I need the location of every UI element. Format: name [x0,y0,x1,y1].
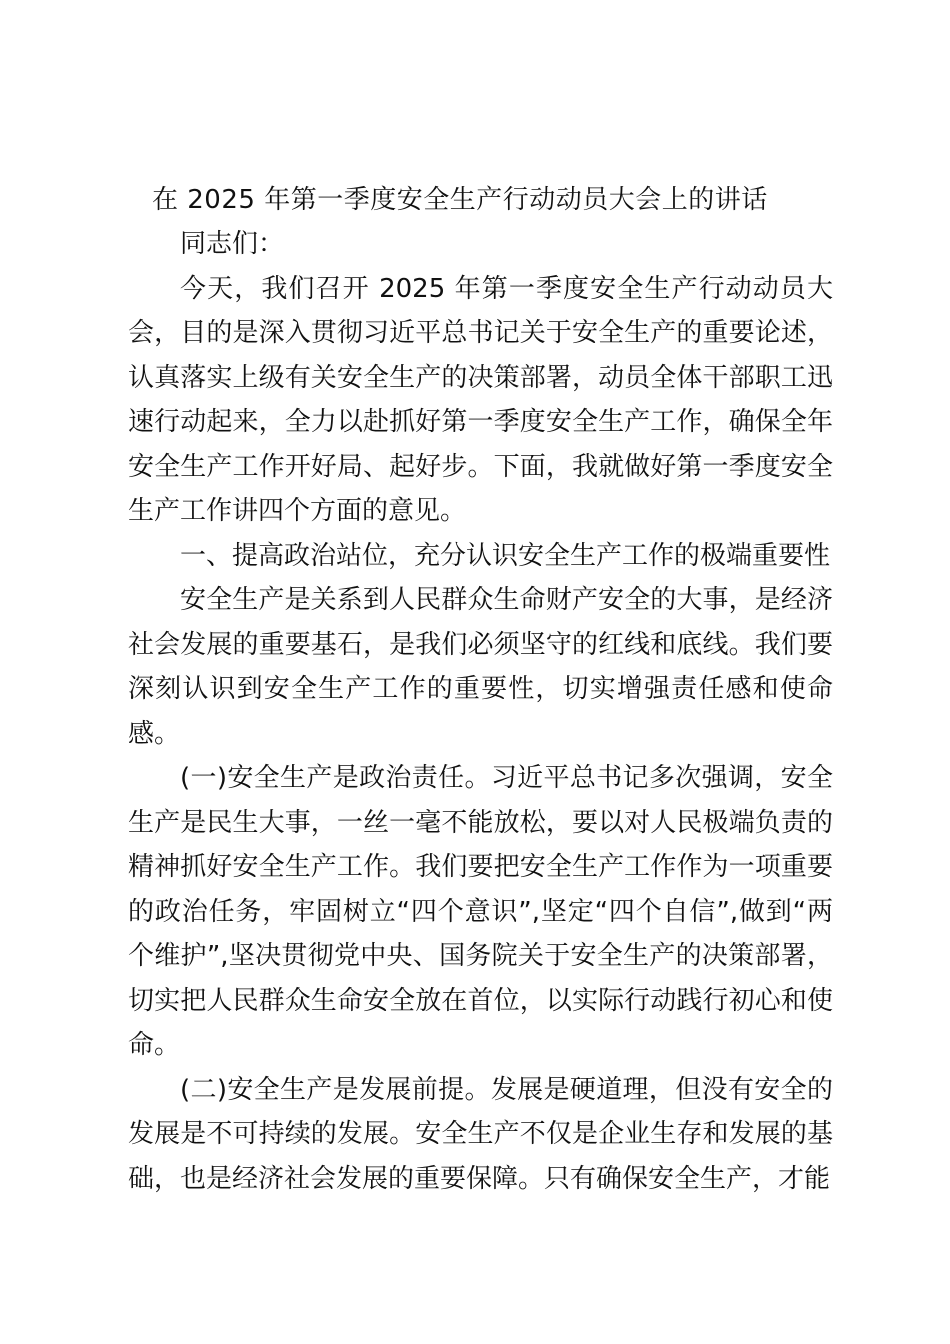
paragraph-section-1: 安全生产是关系到人民群众生命财产安全的大事，是经济社会发展的重要基石，是我们必须坚守的红线和底线。我们要深刻认识到安全生产工作的重要性，切实增强责任感和使命感。 [128,585,833,749]
paragraph-subsection-1: (一)安全生产是政治责任。习近平总书记多次强调，安全生产是民生大事，一丝一毫不能放松，要以对人民极端负责的精神抓好安全生产工作。我们要把安全生产工作作为一项重要的政治任务，牢固树立“四个意识”,坚定“四个自信”,做到“两个维护”,坚决贯彻党中央、国务院关于安全生产的决策部署，切实把人民群众生命安全放在首位，以实际行动践行初心和使命。 [128,763,833,1060]
salutation: 同志们： [180,229,285,259]
section-heading-1: 一、提高政治站位，充分认识安全生产工作的极端重要性 [180,540,831,571]
document-title: 在 2025 年第一季度安全生产行动动员大会上的讲话 [152,185,768,215]
paragraph-subsection-2: (二)安全生产是发展前提。发展是硬道理，但没有安全的发展是不可持续的发展。安全生产不仅是企业生存和发展的基础，也是经济社会发展的重要保障。只有确保安全生产，才能 [128,1074,833,1194]
document-body [128,222,833,1201]
paragraph-intro: 今天，我们召开 2025 年第一季度安全生产行动动员大会，目的是深入贯彻习近平总书记关于安全生产的重要论述，认真落实上级有关安全生产的决策部署，动员全体干部职工迅速行动起来，全力以赴抓好第一季度安全生产工作，确保全年安全生产工作开好局、起好步。下面，我就做好第一季度安全生产工作讲四个方面的意见。 [128,273,833,526]
